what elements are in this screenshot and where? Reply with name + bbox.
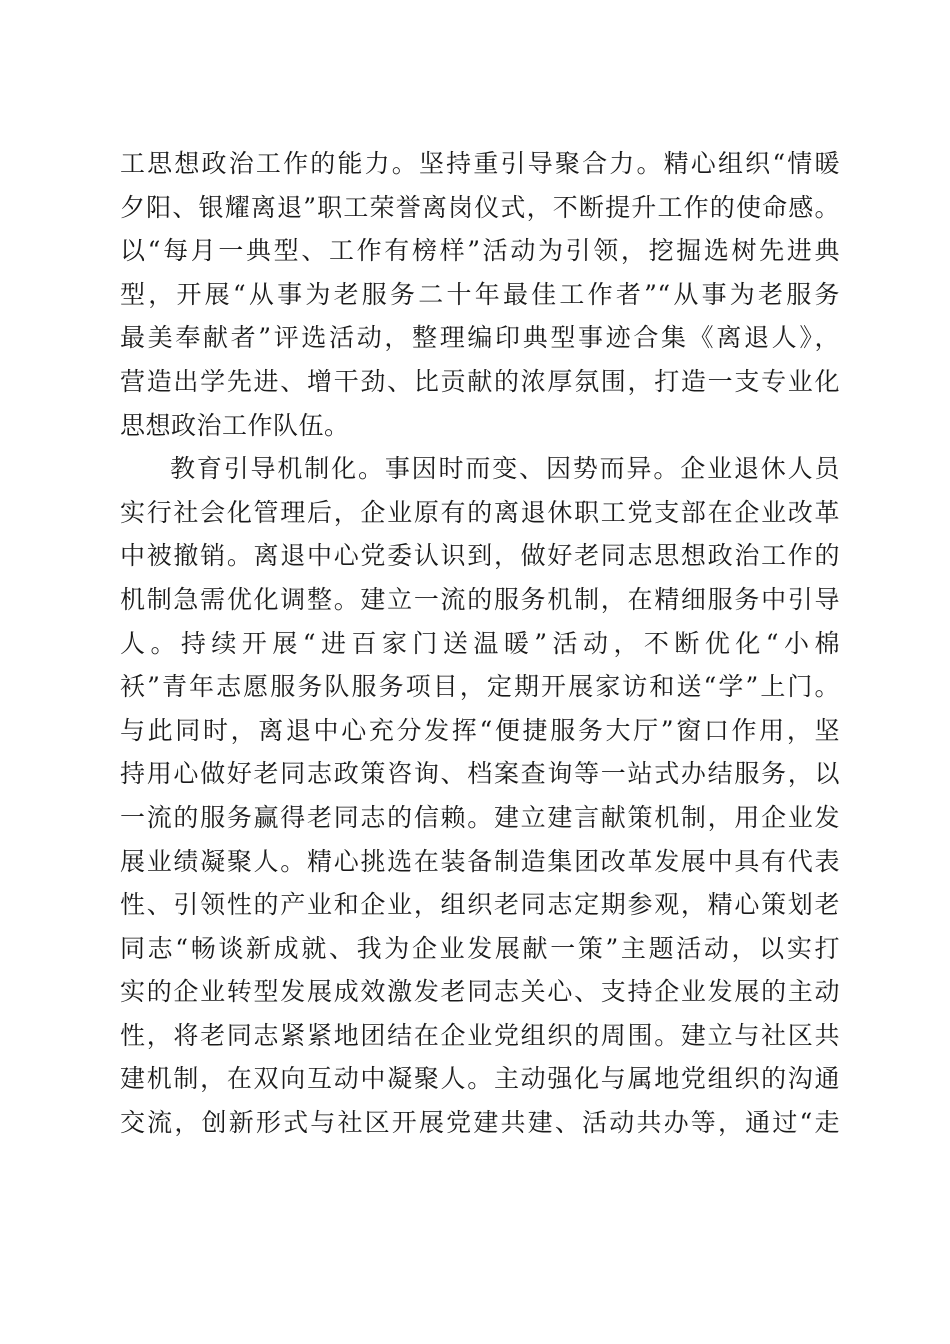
text-line: 与此同时，离退中心充分发挥“便捷服务大厅”窗口作用，坚 — [120, 715, 840, 745]
paragraph-continued — [120, 142, 840, 447]
text-line: 工思想政治工作的能力。坚持重引导聚合力。精心组织“情暖 — [120, 149, 840, 178]
text-line: 思想政治工作队伍。 — [120, 410, 350, 440]
text-line: 实行社会化管理后，企业原有的离退休职工党支部在企业改革 — [120, 497, 840, 527]
text-line: 人。持续开展“进百家门送温暖”活动，不断优化“小棉 — [120, 628, 840, 658]
text-line: 型，开展“从事为老服务二十年最佳工作者”“从事为老服务 — [120, 279, 840, 309]
text-line: 机制急需优化调整。建立一流的服务机制，在精细服务中引导 — [120, 584, 840, 614]
text-line: 同志“畅谈新成就、我为企业发展献一策”主题活动，以实打 — [120, 933, 840, 963]
text-line: 性，将老同志紧紧地团结在企业党组织的周围。建立与社区共 — [120, 1020, 840, 1050]
text-line: 性、引领性的产业和企业，组织老同志定期参观，精心策划老 — [120, 890, 840, 920]
text-line: 展业绩凝聚人。精心挑选在装备制造集团改革发展中具有代表 — [120, 846, 840, 876]
text-line: 交流，创新形式与社区开展党建共建、活动共办等，通过“走 — [120, 1108, 840, 1138]
text-line: 最美奉献者”评选活动，整理编印典型事迹合集《离退人》， — [120, 323, 840, 353]
text-line: 夕阳、银耀离退”职工荣誉离岗仪式，不断提升工作的使命感。 — [120, 192, 840, 222]
text-line: 教育引导机制化。事因时而变、因势而异。企业退休人员 — [170, 454, 840, 484]
text-line: 袄”青年志愿服务队服务项目，定期开展家访和送“学”上门。 — [120, 672, 840, 702]
text-line: 营造出学先进、增干劲、比贡献的浓厚氛围，打造一支专业化 — [120, 366, 840, 396]
text-line: 持用心做好老同志政策咨询、档案查询等一站式办结服务，以 — [120, 759, 840, 789]
document-body — [120, 142, 840, 1145]
text-line: 以“每月一典型、工作有榜样”活动为引领，挖掘选树先进典 — [120, 236, 840, 266]
paragraph-education-guidance — [120, 447, 840, 1145]
text-line: 建机制，在双向互动中凝聚人。主动强化与属地党组织的沟通 — [120, 1064, 840, 1094]
text-line: 一流的服务赢得老同志的信赖。建立建言献策机制，用企业发 — [120, 802, 840, 832]
text-line: 中被撤销。离退中心党委认识到，做好老同志思想政治工作的 — [120, 541, 840, 571]
text-line: 实的企业转型发展成效激发老同志关心、支持企业发展的主动 — [120, 977, 840, 1007]
